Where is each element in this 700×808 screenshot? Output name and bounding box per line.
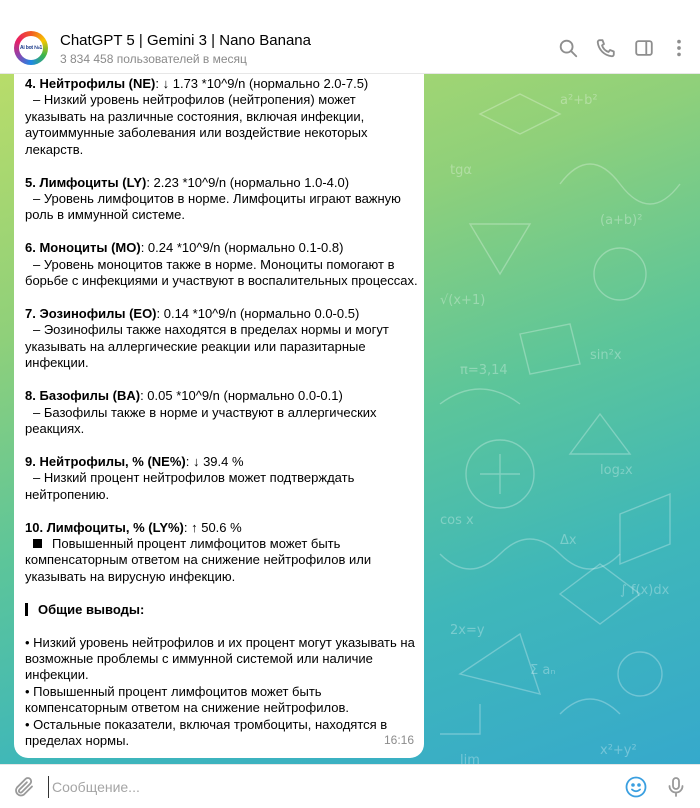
item-description-line: роль в иммунной системе.	[25, 207, 185, 223]
item-number: 4.	[25, 76, 40, 91]
message-bubble[interactable]	[14, 74, 424, 758]
avatar-logo-text: Ai bot №1	[19, 36, 43, 60]
item-description-line: инфекции.	[25, 355, 89, 371]
svg-text:a²+b²: a²+b²	[560, 93, 598, 108]
top-strip	[0, 0, 700, 22]
svg-text:cos x: cos x	[440, 513, 474, 528]
item-value: : ↓ 39.4 %	[185, 453, 244, 469]
item-number: 10.	[25, 519, 47, 535]
message-time: 16:16	[383, 732, 414, 747]
item-description-line: – Низкий процент нейтрофилов может подтверждать	[33, 470, 355, 486]
summary-bar	[25, 603, 28, 616]
item-description-line: борьбе с инфекциями и участвуют в воспалительных процессах.	[25, 273, 418, 289]
item-description-line: компенсаторным ответом на снижение нейтрофилов или	[25, 552, 372, 568]
item-description-line: лекарств.	[25, 141, 84, 157]
item-description-line: – Низкий уровень нейтрофилов (нейтропения) может	[33, 92, 356, 108]
item-description-line	[25, 536, 414, 552]
item-description-text: Повышенный процент лимфоцитов может быть	[52, 535, 341, 551]
input-bar	[0, 764, 700, 808]
item-value: : 0.24 *10^9/n (нормально 0.1-0.8)	[140, 240, 344, 256]
microphone-icon[interactable]	[664, 775, 688, 799]
summary-heading	[25, 602, 414, 618]
summary-line: • Остальные показатели, включая тромбоциты, находятся в	[25, 716, 388, 732]
message-input[interactable]	[48, 776, 608, 798]
svg-text:Σ aₙ: Σ aₙ	[530, 663, 556, 678]
item-heading	[25, 76, 414, 92]
search-icon[interactable]	[557, 37, 579, 59]
black-square-icon	[33, 539, 42, 548]
item-name: Нейтрофилы (NE)	[39, 76, 156, 91]
svg-text:π=3,14: π=3,14	[460, 363, 508, 378]
paperclip-icon[interactable]	[12, 775, 36, 799]
item-description-line: – Уровень моноцитов также в норме. Моноциты помогают в	[33, 256, 395, 272]
svg-text:sin²x: sin²x	[590, 348, 622, 363]
summary-line: компенсаторным ответом на снижение нейтрофилов.	[25, 700, 349, 716]
item-value: : 2.23 *10^9/n (нормально 1.0-4.0)	[146, 174, 350, 190]
svg-text:√(x+1): √(x+1)	[440, 293, 486, 308]
item-heading	[25, 520, 414, 536]
message-item	[25, 454, 414, 503]
item-number: 8.	[25, 388, 40, 404]
item-heading	[25, 175, 414, 191]
summary-block	[25, 602, 414, 618]
item-number: 5.	[25, 174, 40, 190]
item-name: Нейтрофилы, % (NE%)	[39, 453, 186, 469]
item-description-line: указывать на вирусную инфекцию.	[25, 568, 236, 584]
svg-text:∫ f(x)dx: ∫ f(x)dx	[620, 583, 670, 598]
summary-line: пределах нормы.	[25, 733, 130, 748]
item-heading	[25, 240, 414, 256]
more-icon[interactable]	[668, 37, 690, 59]
message-items	[25, 76, 418, 585]
item-name: Лимфоциты (LY)	[39, 174, 147, 190]
item-heading	[25, 306, 414, 322]
svg-text:2x=y: 2x=y	[450, 623, 485, 638]
message-item	[25, 520, 414, 586]
chat-area	[0, 74, 700, 764]
item-heading	[25, 388, 414, 404]
svg-text:tgα: tgα	[450, 163, 472, 178]
item-value: : 0.05 *10^9/n (нормально 0.0-0.1)	[140, 388, 343, 404]
item-description-line: нейтропению.	[25, 486, 110, 502]
message-item	[25, 240, 418, 289]
svg-text:(a+b)²: (a+b)²	[600, 213, 643, 228]
summary-line: • Повышенный процент лимфоцитов может быть	[25, 683, 322, 699]
svg-text:lim: lim	[460, 753, 480, 764]
chat-subtitle: 3 834 458 пользователей в месяц	[60, 52, 247, 66]
item-heading	[25, 454, 414, 470]
summary-lines	[25, 635, 414, 750]
item-description-line: – Эозинофилы также находятся в пределах нормы и могут	[33, 322, 389, 338]
item-name: Моноциты (MO)	[39, 240, 141, 256]
chat-header	[0, 22, 700, 74]
item-name: Базофилы (BA)	[39, 388, 141, 404]
item-description-line: реакциях.	[25, 420, 85, 436]
sidebar-toggle-icon[interactable]	[633, 37, 655, 59]
message-item	[25, 388, 414, 437]
emoji-icon[interactable]	[624, 775, 648, 799]
item-description-line: аутоиммунные заболевания или воздействие некоторых	[25, 125, 368, 141]
item-description-line: указывать на различные состояния, включая инфекции,	[25, 108, 365, 124]
phone-icon[interactable]	[595, 37, 617, 59]
summary-title: Общие выводы:	[38, 601, 145, 617]
item-value: : ↓ 1.73 *10^9/n (нормально 2.0-7.5)	[155, 76, 369, 91]
svg-text:Δx: Δx	[560, 533, 577, 548]
summary-line: возможные проблемы с иммунной системой или наличие	[25, 650, 373, 666]
item-value: : ↑ 50.6 %	[183, 519, 242, 535]
item-name: Эозинофилы (EO)	[39, 305, 157, 321]
message-item	[25, 175, 414, 224]
svg-text:log₂x: log₂x	[600, 463, 633, 478]
item-number: 7.	[25, 305, 40, 321]
message-item	[25, 306, 414, 372]
item-description-line: указывать на аллергические реакции или паразитарные	[25, 338, 366, 354]
summary-line: • Низкий уровень нейтрофилов и их процент могут указывать на	[25, 634, 415, 650]
item-number: 6.	[25, 240, 40, 256]
item-description-line: – Уровень лимфоцитов в норме. Лимфоциты играют важную	[33, 190, 401, 206]
chat-title[interactable]: ChatGPT 5 | Gemini 3 | Nano Banana	[60, 32, 311, 49]
item-name: Лимфоциты, % (LY%)	[46, 519, 184, 535]
message-item	[25, 76, 414, 158]
avatar[interactable]	[14, 31, 48, 65]
item-value: : 0.14 *10^9/n (нормально 0.0-0.5)	[156, 305, 360, 321]
item-description-line: – Базофилы также в норме и участвуют в аллергических	[33, 404, 377, 420]
summary-line: инфекции.	[25, 667, 89, 683]
item-number: 9.	[25, 453, 40, 469]
svg-text:x²+y²: x²+y²	[600, 743, 637, 758]
